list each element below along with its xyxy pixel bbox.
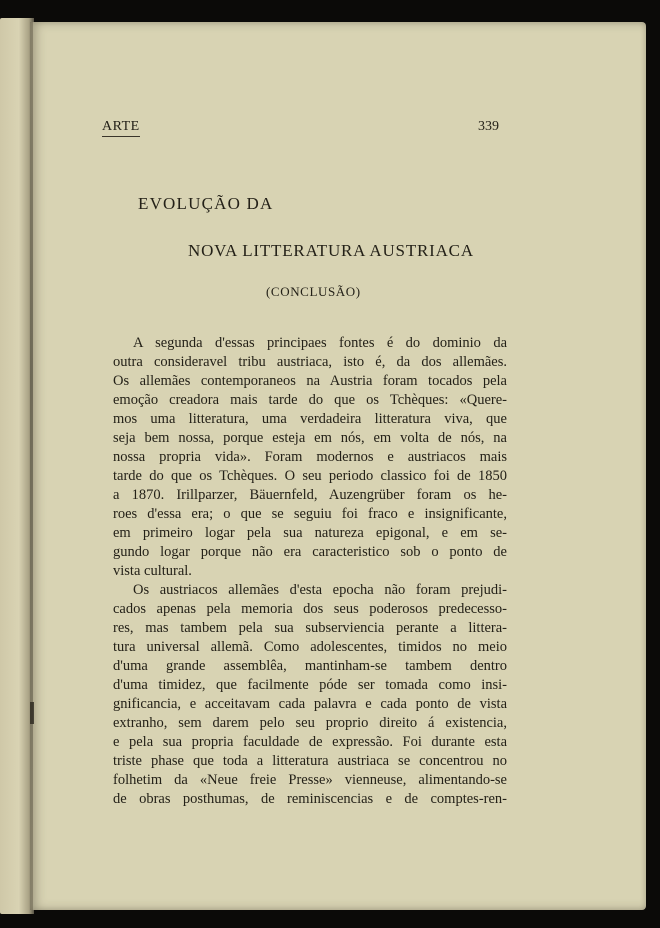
article-title-line-1: EVOLUÇÃO DA — [138, 194, 274, 213]
body-line: Os allemães contemporaneos na Austria foram tocados pela — [113, 373, 507, 389]
running-head-section: ARTE — [102, 119, 140, 137]
body-line: gundo logar porque não era caracteristico sob o ponto de — [113, 544, 507, 560]
body-line: d'uma grande assemblêa, mantinham-se tambem dentro — [113, 658, 507, 674]
page-number: 339 — [478, 119, 499, 134]
body-line: tura universal allemã. Como adolescentes, timidos no meio — [113, 639, 507, 655]
body-line: mos uma litteratura, uma verdadeira litteratura viva, que — [113, 411, 507, 427]
body-line: em primeiro logar pela sua natureza epigonal, e em se- — [113, 525, 507, 541]
body-line: d'uma timidez, que facilmente póde ser tomada como insi- — [113, 677, 507, 693]
body-line: folhetim da «Neue freie Presse» vienneuse, alimentando-se — [113, 772, 507, 788]
body-line: res, mas tambem pela sua subserviencia perante a littera- — [113, 620, 507, 636]
body-line: gnificancia, e acceitavam cada palavra e cada ponto de vista — [113, 696, 507, 712]
gutter-shadow — [30, 22, 33, 910]
body-line: outra consideravel tribu austriaca, isto é, da dos allemães. — [113, 354, 507, 370]
article-subtitle: (CONCLUSÃO) — [266, 284, 361, 299]
body-line: extranho, sem darem pelo seu proprio direito á existencia, — [113, 715, 507, 731]
body-line: roes d'essa era; o que se seguiu foi fraco e insignificante, — [113, 506, 507, 522]
body-line: e pela sua propria faculdade de expressão. Foi durante esta — [113, 734, 507, 750]
page — [30, 22, 646, 910]
body-line: tarde do que os Tchèques. O seu periodo classico foi de 1850 — [113, 468, 507, 484]
body-line: triste phase que toda a litteratura austriaca se concentrou no — [113, 753, 507, 769]
body-line: seja bem nossa, porque esteja em nós, em volta de nós, na — [113, 430, 507, 446]
left-page-edge — [0, 18, 34, 914]
body-line: cados apenas pela memoria dos seus poderosos predecesso- — [113, 601, 507, 617]
margin-mark — [30, 702, 34, 724]
body-text — [113, 334, 507, 809]
body-line: de obras posthumas, de reminiscencias e de comptes-ren- — [113, 791, 507, 807]
body-line: emoção creadora mais tarde do que os Tchèques: «Quere- — [113, 392, 507, 408]
article-title-line-2: NOVA LITTERATURA AUSTRIACA — [188, 241, 474, 260]
body-line: A segunda d'essas principaes fontes é do dominio da — [133, 335, 507, 351]
body-line: nossa propria vida». Foram modernos e austriacos mais — [113, 449, 507, 465]
body-line: vista cultural. — [113, 563, 192, 579]
body-line: a 1870. Irillparzer, Bäuernfeld, Auzengrüber foram os he- — [113, 487, 507, 503]
body-line: Os austriacos allemães d'esta epocha não foram prejudi- — [133, 582, 507, 598]
